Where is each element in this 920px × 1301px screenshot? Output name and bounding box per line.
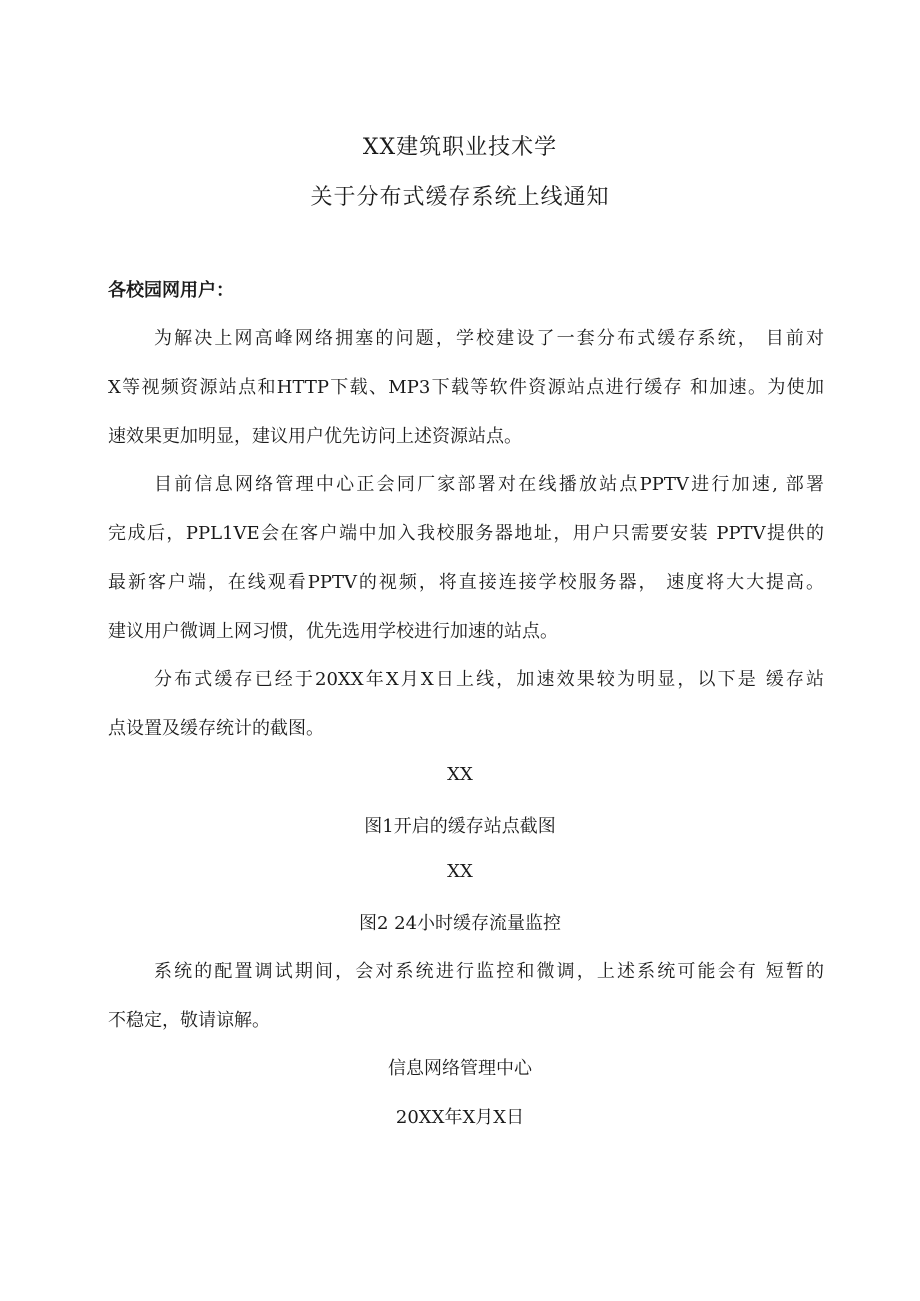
paragraph-2-line-4: 建议用户微调上网习惯，优先选用学校进行加速的站点。 xyxy=(108,621,558,642)
paragraph-4-line-2: 不稳定，敬请谅解。 xyxy=(108,1010,270,1031)
salutation: 各校园网用户： xyxy=(108,280,234,301)
figure-2-caption: 图2 24小时缓存流量监控 xyxy=(358,913,562,934)
figure-1-caption: 图1开启的缓存站点截图 xyxy=(364,816,556,837)
paragraph-1-line-1: 为解决上网高峰网络拥塞的问题，学校建设了一套分布式缓存系统， 目前对 xyxy=(154,328,824,349)
paragraph-3-line-1: 分布式缓存已经于20XX年X月X日上线，加速效果较为明显，以下是 缓存站 xyxy=(154,669,824,690)
document-title-notice: 关于分布式缓存系统上线通知 xyxy=(310,185,610,210)
paragraph-3-line-2: 点设置及缓存统计的截图。 xyxy=(108,718,324,739)
paragraph-2-line-1: 目前信息网络管理中心正会同厂家部署对在线播放站点PPTV进行加速, 部署 xyxy=(154,474,824,495)
document-title-school: XX建筑职业技术学 xyxy=(362,135,558,160)
paragraph-2-line-2: 完成后，PPL1VE会在客户端中加入我校服务器地址，用户只需要安装 PPTV提供的 xyxy=(108,523,824,544)
paragraph-1-line-3: 速效果更加明显，建议用户优先访问上述资源站点。 xyxy=(108,426,522,447)
paragraph-1-line-2: X等视频资源站点和HTTP下载、MP3下载等软件资源站点进行缓存 和加速。为使加 xyxy=(108,377,824,398)
signature-date: 20XX年X月X日 xyxy=(395,1107,525,1128)
figure-2-placeholder: XX xyxy=(447,861,473,882)
paragraph-4-line-1: 系统的配置调试期间，会对系统进行监控和微调，上述系统可能会有 短暂的 xyxy=(154,961,824,982)
signature-organization: 信息网络管理中心 xyxy=(388,1058,532,1079)
paragraph-2-line-3: 最新客户端，在线观看PPTV的视频，将直接连接学校服务器， 速度将大大提高。 xyxy=(108,572,824,593)
figure-1-placeholder: XX xyxy=(447,764,473,785)
